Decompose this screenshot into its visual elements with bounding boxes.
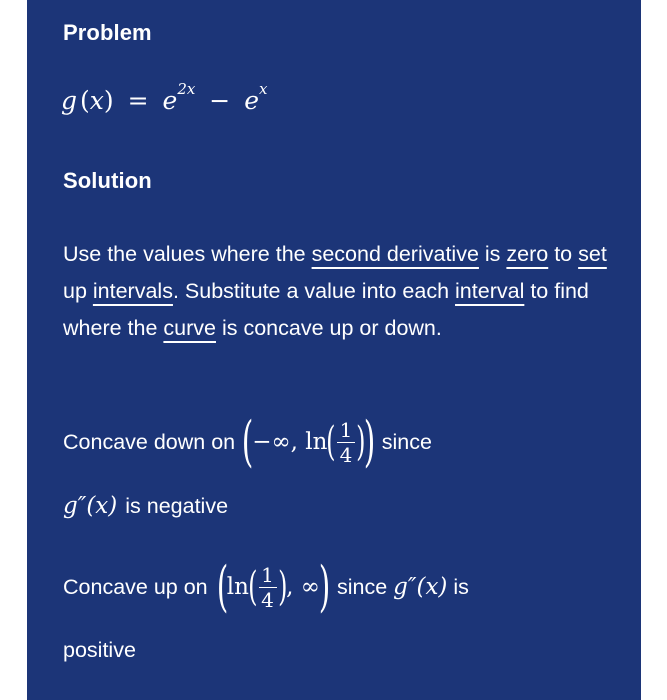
negative-text: is negative [125,493,229,518]
para-text: is [478,242,507,266]
numerator: 1 [261,562,274,587]
exp-base-2: e [244,86,259,115]
exp-base-1: e [162,86,178,115]
close-paren-inner: ) [356,419,366,465]
interval-end: , ∞ [286,574,320,600]
close-paren: ) [318,555,331,618]
problem-formula: g $(x) = e^{2x} - e^x$ [61,80,268,115]
open-paren-inner: ( [326,419,336,465]
para-text: is concave up or down. [215,316,442,340]
para-text: to find where the [63,279,589,340]
para-text: to [548,242,579,266]
function-arg: x [89,86,104,115]
exponent-1: 2x [177,80,196,98]
problem-title: Problem [63,20,152,45]
close-paren: ) [363,410,375,473]
minus-sign: − [209,86,231,115]
link-set[interactable]: set [578,242,607,266]
open-paren-inner: ( [248,564,258,610]
concave-up-row [63,555,469,618]
positive-text: positive [63,638,136,662]
link-interval[interactable]: interval [455,279,525,303]
equals-sign: = [127,86,149,115]
link-second-derivative[interactable]: second derivative [311,242,479,266]
link-zero[interactable]: zero [506,242,549,266]
interval-start: −∞, ln [252,429,328,455]
since-label: since [336,574,388,599]
para-text: up [63,279,93,303]
concave-down-label: Concave down on [63,429,236,454]
second-derivative-expr: g″(x) [63,493,118,519]
open-paren: ( [216,555,228,618]
para-text: . Substitute a value into each [172,279,456,303]
denominator: 4 [339,442,353,467]
solution-paragraph [63,236,623,347]
is-label: is [453,574,469,599]
concave-up-label: Concave up on [63,574,208,599]
since-label: since [381,429,432,454]
link-intervals[interactable]: intervals [92,279,173,303]
function-name: g [61,86,78,115]
solution-title: Solution [63,168,152,193]
second-derivative-expr: g″(x) [393,574,448,600]
concave-up-reason [63,638,136,663]
para-text: Use the values where the [63,242,312,266]
ln-text: ln [226,574,249,600]
fraction-one-quarter [259,564,277,611]
close-paren-inner: ) [277,564,287,610]
denominator: 4 [261,587,274,612]
link-curve[interactable]: curve [163,316,216,340]
open-paren: ( [241,410,254,473]
concave-down-reason [63,493,228,519]
concave-down-row [63,410,432,473]
numerator: 1 [339,417,353,442]
fraction-one-quarter [337,419,355,466]
exponent-2: x [258,80,268,98]
solution-card [27,0,641,700]
